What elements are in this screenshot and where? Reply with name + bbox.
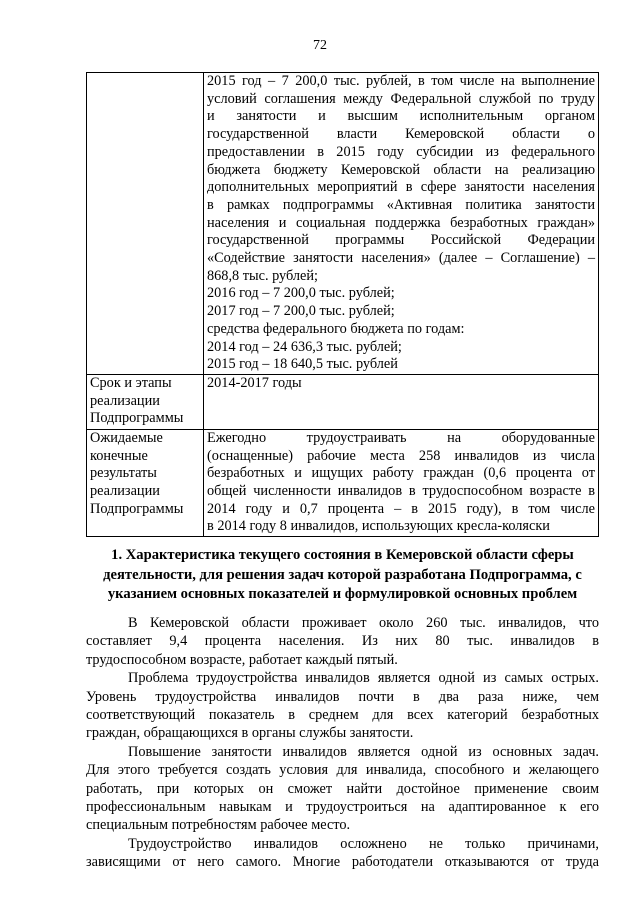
funding-label-cell bbox=[87, 73, 204, 375]
funding-line: населения и социальная поддержка безработных граждан» bbox=[207, 214, 595, 231]
funding-line: 2015 год – 7 200,0 тыс. рублей, в том числе на выполнение bbox=[207, 73, 595, 89]
funding-line: средства федерального бюджета по годам: bbox=[207, 320, 465, 337]
term-label-line: реализации bbox=[90, 392, 160, 409]
results-label-cell bbox=[87, 429, 204, 536]
heading-line: указанием основных показателей и формулировкой основных проблем bbox=[107, 586, 578, 602]
table-row-term bbox=[87, 374, 599, 429]
funding-line: дополнительных мероприятий в сфере занятости населения bbox=[207, 179, 595, 196]
funding-line: 868,8 тыс. рублей; bbox=[207, 267, 319, 284]
funding-line: и занятости и высшим исполнительным органом bbox=[207, 108, 595, 125]
funding-line: условий соглашения между Федеральной службой по труду bbox=[207, 90, 595, 107]
heading-line: деятельности, для решения задач которой разработана Подпрограмма, с bbox=[103, 566, 582, 583]
paragraph-line: специальным потребностям рабочее место. bbox=[86, 817, 351, 834]
table-row-funding bbox=[87, 73, 599, 375]
results-label-line: Подпрограммы bbox=[90, 500, 184, 517]
paragraph-line: работать, при которых он сможет найти достойное применение своим bbox=[86, 780, 599, 797]
term-label-cell bbox=[87, 374, 204, 429]
results-value-cell bbox=[204, 429, 599, 536]
funding-line: «Содействие занятости населения» (далее – Соглашение) – bbox=[207, 250, 595, 267]
term-value: 2014-2017 годы bbox=[207, 374, 302, 391]
paragraph-line: соответствующий показатель в среднем для всех категорий безработных bbox=[86, 707, 599, 724]
results-line: общей численности инвалидов в трудоспособном возрасте в bbox=[207, 483, 595, 500]
funding-line: государственной власти Кемеровской области о bbox=[207, 126, 595, 143]
results-line: (оснащенные) рабочие места 258 инвалидов из числа bbox=[207, 447, 595, 464]
results-label-line: конечные bbox=[90, 447, 148, 464]
paragraph-line: составляет 9,4 процента населения. Из них 80 тыс. инвалидов в bbox=[86, 633, 599, 650]
paragraph-line: трудоспособном возрасте, работает каждый пятый. bbox=[86, 651, 398, 668]
results-label-line: Ожидаемые bbox=[90, 429, 163, 446]
section-body bbox=[86, 614, 599, 872]
term-value-cell bbox=[204, 374, 599, 429]
results-line: 2014 году и 0,7 процента – в 2015 году), в том числе bbox=[207, 500, 595, 517]
paragraph-line: Для этого требуется создать условия для инвалида, способного и желающего bbox=[86, 762, 599, 779]
heading-line: 1. Характеристика текущего состояния в Кемеровской области сферы bbox=[111, 547, 574, 563]
funding-line: предоставлении в 2015 году субсидии из федерального bbox=[207, 143, 595, 160]
page-number: 72 bbox=[313, 38, 327, 53]
term-label-line: Срок и этапы bbox=[90, 374, 172, 391]
funding-line: 2015 год – 18 640,5 тыс. рублей bbox=[207, 356, 398, 373]
table-row-results bbox=[87, 429, 599, 536]
paragraph-line: Проблема трудоустройства инвалидов является одной из самых острых. bbox=[128, 670, 599, 687]
funding-line: 2016 год – 7 200,0 тыс. рублей; bbox=[207, 285, 395, 302]
results-label-line: результаты bbox=[90, 465, 157, 482]
subprogram-passport-table bbox=[86, 72, 599, 537]
funding-line: бюджета бюджету Кемеровской области на реализацию bbox=[207, 161, 595, 178]
funding-line: в рамках подпрограммы «Активная политика занятости bbox=[207, 196, 595, 213]
paragraph-line: зависящими от него самого. Многие работодатели отказываются от труда bbox=[86, 854, 599, 871]
paragraph-line: Повышение занятости инвалидов является одной из основных задач. bbox=[128, 743, 599, 760]
paragraph-line: Трудоустройство инвалидов осложнено не только причинами, bbox=[128, 835, 599, 852]
results-line: в 2014 году 8 инвалидов, использующих кресла-коляски bbox=[207, 518, 550, 535]
term-label-line: Подпрограммы bbox=[90, 410, 184, 427]
funding-line: 2014 год – 24 636,3 тыс. рублей; bbox=[207, 338, 402, 355]
funding-value-cell bbox=[204, 73, 599, 375]
paragraph-line: профессиональным навыкам и трудоустроиться на адаптированное к его bbox=[86, 799, 599, 816]
section-heading bbox=[86, 546, 599, 605]
paragraph-line: граждан, обращающихся в органы службы занятости. bbox=[86, 725, 414, 742]
results-line: безработных и ищущих работу граждан (0,6 процента от bbox=[207, 465, 595, 482]
funding-line: 2017 год – 7 200,0 тыс. рублей; bbox=[207, 303, 395, 320]
results-label-line: реализации bbox=[90, 483, 160, 500]
paragraph-line: В Кемеровской области проживает около 260 тыс. инвалидов, что bbox=[128, 615, 599, 631]
paragraph-line: Уровень трудоустройства инвалидов почти в два раза ниже, чем bbox=[86, 688, 599, 705]
results-line: Ежегодно трудоустраивать на оборудованные bbox=[207, 429, 595, 446]
funding-line: государственной программы Российской Федерации bbox=[207, 232, 595, 249]
